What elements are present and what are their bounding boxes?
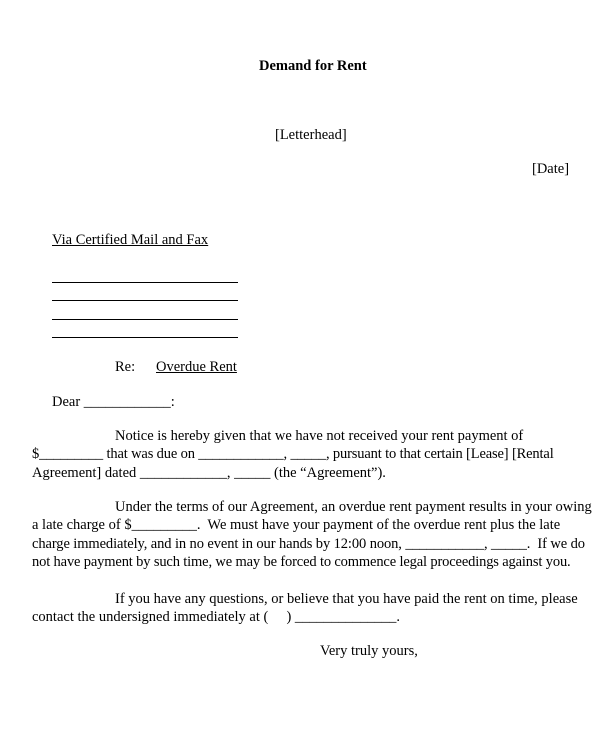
paragraph-line: charge immediately, and in no event in our hands by 12:00 noon, ___________, _____. If we do (32, 536, 585, 552)
paragraph-line: a late charge of $_________. We must have your payment of the overdue rent plus the late (32, 517, 561, 533)
paragraph-line: Notice is hereby given that we have not received your rent payment of (115, 428, 524, 444)
paragraph-line: $_________ that was due on ____________, _____, pursuant to that certain [Lease] [Rental (32, 446, 554, 462)
re-subject: Overdue Rent (156, 359, 237, 375)
address-line-4 (52, 337, 238, 338)
closing: Very truly yours, (320, 643, 418, 659)
paragraph-line: contact the undersigned immediately at ( ) ______________. (32, 609, 401, 625)
letterhead-placeholder: [Letterhead] (275, 127, 347, 143)
address-line-1 (52, 282, 238, 283)
delivery-method: Via Certified Mail and Fax (52, 232, 209, 248)
re-label: Re: (115, 359, 136, 375)
address-line-3 (52, 319, 238, 320)
address-line-2 (52, 300, 238, 301)
date-placeholder: [Date] (532, 161, 570, 177)
salutation: Dear ____________: (52, 394, 175, 410)
paragraph-line: not have payment by such time, we may be forced to commence legal proceedings against you. (32, 554, 571, 570)
paragraph-line: Under the terms of our Agreement, an overdue rent payment results in your owing (115, 499, 592, 515)
paragraph-line: If you have any questions, or believe that you have paid the rent on time, please (115, 591, 578, 607)
document-title: Demand for Rent (259, 58, 367, 74)
paragraph-line: Agreement] dated ____________, _____ (the “Agreement”). (32, 465, 386, 481)
